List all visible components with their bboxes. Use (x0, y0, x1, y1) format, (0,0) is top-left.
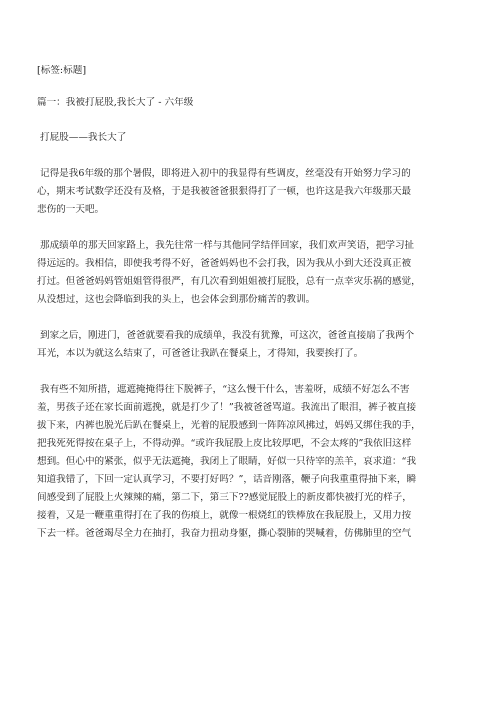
paragraph-line: 羞，男孩子还在家长面前遮挽，就是打少了！”我被爸爸骂道。我流出了眼泪，裤子被直接 (37, 402, 417, 413)
paragraph-line: 我有些不知所措，遮遮掩掩得往下脱裤子，“这么慢干什么，害羞呀，成绩不好怎么不害 (40, 384, 410, 395)
paragraph-line: 下去一样。爸爸竭尽全力在抽打，我奋力扭动身躯，撕心裂肺的哭喊着，仿佛肺里的空气 (37, 528, 412, 539)
paragraph-line: 悲伤的一天吧。 (37, 204, 105, 215)
tag-label: [标签:标题] (37, 65, 87, 76)
paragraph-line: 记得是我6年级的那个暑假，即将进入初中的我显得有些调皮，丝毫没有开始努力学习的 (40, 168, 411, 179)
paragraph-line: 间感受到了屁股上火辣辣的痛，第二下，第三下??感觉屁股上的新皮都快被打光的样子， (37, 492, 412, 503)
document-heading: 篇一：我被打屁股,我长大了 - 六年级 (37, 97, 194, 108)
paragraph-line: 耳光，本以为就这么结束了，可爸爸让我趴在餐桌上，才得知，我要挨打了。 (37, 348, 364, 359)
paragraph-line: 拔下来，内裤也脱光后趴在餐桌上，光着的屁股感到一阵阵凉风拂过，妈妈又绑住我的手， (37, 420, 421, 431)
paragraph-line: 心，期末考试数学还没有及格，于是我被爸爸狠狠得打了一顿，也许这是我六年级那天最 (37, 186, 412, 197)
paragraph-line: 到家之后，刚进门，爸爸就要看我的成绩单，我没有犹豫，可这次，爸爸直接扇了我两个 (40, 330, 415, 341)
paragraph-line: 想到。但心中的紧张，似乎无法遮掩，我闭上了眼睛，好似一只待宰的羔羊，哀求道：“我 (37, 456, 417, 467)
paragraph-line: 接着，又是一鞭重重得打在了我的伤痕上，就像一根烧红的铁棒放在我屁股上，又用力按 (37, 510, 412, 521)
paragraph-line: 把我死死得按在桌子上，不得动弹。“或许我屁股上皮比较厚吧，不会太疼的”我依旧这样 (37, 438, 412, 449)
paragraph-line: 从没想过，这也会降临到我的头上，也会体会到那份痛苦的教训。 (37, 294, 316, 305)
paragraph-line: 得远远的。我相信，即使我考得不好，爸爸妈妈也不会打我，因为我从小到大还没真正被 (37, 258, 412, 269)
document-subtitle: 打屁股——我长大了 (40, 132, 127, 143)
paragraph-line: 知道我错了，下回一定认真学习，不要打好吗？”，话音刚落，鞭子向我重重得抽下来，瞬 (37, 474, 417, 485)
paragraph-line: 那成绩单的那天回家路上，我先往常一样与其他同学结伴回家，我们欢声笑语，把学习扯 (40, 240, 415, 251)
paragraph-line: 打过。但爸爸妈妈管姐姐管得很严，有几次看到姐姐被打屁股，总有一点幸灾乐祸的感觉， (37, 276, 421, 287)
